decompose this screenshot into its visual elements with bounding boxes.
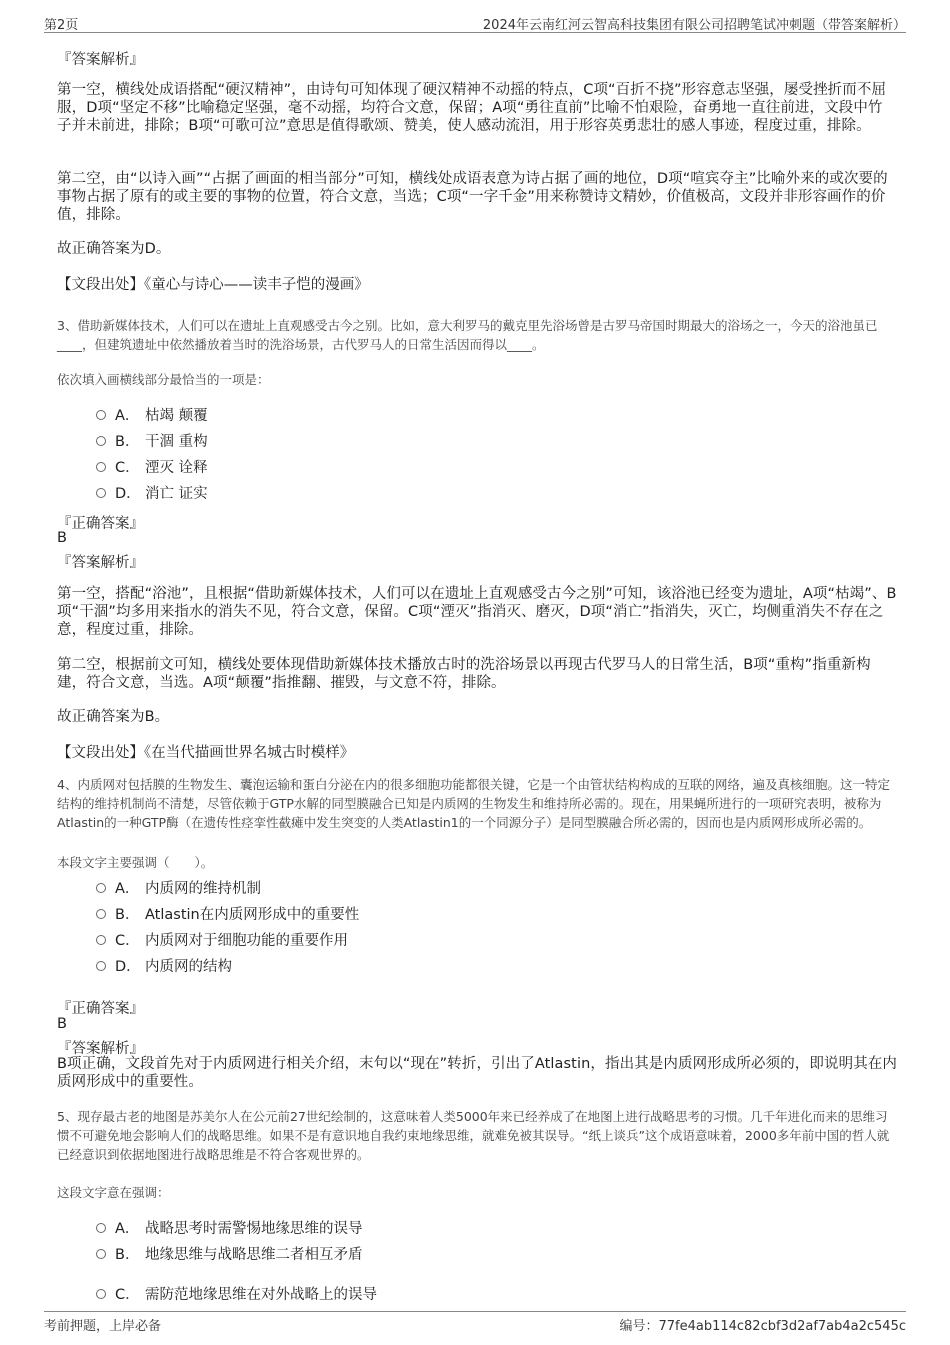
q3-option-a[interactable]: A． 枯竭 颠覆 (96, 404, 208, 426)
q2-analysis-para2: 第二空，由“以诗入画”“占据了画面的相当部分”可知，横线处成语表意为诗占据了画的地位，D项“喧宾夺主”比喻外来的或次要的事物占据了原有的或主要的事物的位置，符合文意，当选；C项“一字千金”用来称赞诗文精妙，价值极高，文段并非形容画作的价值，排除。 (57, 171, 888, 223)
q5-stem: 5、现存最古老的地图是苏美尔人在公元前27世纪绘制的，这意味着人类5000年来已经养成了在地图上进行战略思考的习惯。几千年进化而来的思维习惯不可避免地会影响人们的战略思维。如果不是有意识地自我约束地缘思维，就难免被其误导。“纸上谈兵”这个成语意味着，2000多年前中国的哲人就已经意识到依据地图进行战略思维是不符合客观世界的。 (57, 1109, 890, 1162)
q5-option-c[interactable]: C． 需防范地缘思维在对外战略上的误导 (96, 1283, 377, 1305)
q5-option-b[interactable]: B． 地缘思维与战略思维二者相互矛盾 (96, 1243, 363, 1265)
code-value: 77fe4ab114c82cbf3d2af7ab4a2c545c (658, 1319, 906, 1334)
q3-option-d[interactable]: D． 消亡 证实 (96, 482, 208, 504)
radio-icon[interactable] (96, 1223, 106, 1233)
q4-option-c[interactable]: C． 内质网对于细胞功能的重要作用 (96, 929, 348, 951)
q5-prompt: 这段文字意在强调： (57, 1185, 170, 1200)
radio-icon[interactable] (96, 909, 106, 919)
q4-analysis: B项正确，文段首先对于内质网进行相关介绍，末句以“现在”转折，引出了Atlastin，指出其是内质网形成所必须的，即说明其在内质网形成中的重要性。 (57, 1056, 897, 1090)
q3-source: 【文段出处】《在当代描画世界名城古时模样》 (57, 745, 355, 761)
q2-analysis-label: 『答案解析』 (57, 52, 144, 68)
q4-correct-label: 『正确答案』 (57, 1001, 144, 1017)
q3-conclusion: 故正确答案为B。 (57, 709, 170, 725)
footer-slogan: 考前押题，上岸必备 (44, 1319, 162, 1334)
radio-icon[interactable] (96, 935, 106, 945)
document-code (619, 1315, 906, 1334)
q2-analysis-para1: 第一空，横线处成语搭配“硬汉精神”，由诗句可知体现了硬汉精神不动摇的特点，C项“百折不挠”形容意志坚强，屡受挫折而不屈服，D项“坚定不移”比喻稳定坚强，毫不动摇，均符合文意，保留；A项“勇往直前”比喻不怕艰险，奋勇地一直往前进，文段中竹子并未前进，排除；B项“可歌可泣”意思是值得歌颂、赞美，使人感动流泪，用于形容英勇悲壮的感人事迹，程度过重，排除。 (57, 82, 887, 134)
q4-option-a[interactable]: A． 内质网的维持机制 (96, 877, 261, 899)
q3-option-c[interactable]: C． 湮灭 诠释 (96, 456, 208, 478)
radio-icon[interactable] (96, 436, 106, 446)
q3-option-b[interactable]: B． 干涸 重构 (96, 430, 208, 452)
q3-correct-label: 『正确答案』 (57, 516, 144, 532)
q3-correct-answer: B (57, 530, 67, 546)
q3-analysis-para2: 第二空，根据前文可知，横线处要体现借助新媒体技术播放古时的洗浴场景以再现古代罗马人的日常生活，B项“重构”指重新构建，符合文意，当选。A项“颠覆”指推翻、摧毁，与文意不符，排除。 (57, 657, 871, 691)
q3-prompt: 依次填入画横线部分最恰当的一项是： (57, 372, 270, 387)
q5-option-a[interactable]: A． 战略思考时需警惕地缘思维的误导 (96, 1217, 363, 1239)
radio-icon[interactable] (96, 1249, 106, 1259)
q3-analysis-para1: 第一空，搭配“浴池”，且根据“借助新媒体技术，人们可以在遗址上直观感受古今之别”可知，该浴池已经变为遗址，A项“枯竭”、B项“干涸”均多用来指水的消失不见，符合文意，保留。C项“湮灭”指消灭、磨灭，D项“消亡”指消失，灭亡，均侧重消失不存在之意，程度过重，排除。 (57, 586, 897, 638)
q2-conclusion: 故正确答案为D。 (57, 241, 171, 257)
page-header (44, 14, 906, 33)
q4-prompt: 本段文字主要强调（ ）。 (57, 855, 214, 870)
radio-icon[interactable] (96, 462, 106, 472)
q2-source: 【文段出处】《童心与诗心——读丰子恺的漫画》 (57, 277, 369, 293)
q3-stem: 3、借助新媒体技术，人们可以在遗址上直观感受古今之别。比如，意大利罗马的戴克里先浴场曾是古罗马帝国时期最大的浴场之一，今天的浴池虽已____，但建筑遗址中依然播放着当时的洗浴场景，古代罗马人的日常生活因而得以____。 (57, 318, 878, 352)
q4-analysis-label: 『答案解析』 (57, 1041, 144, 1057)
q4-option-d[interactable]: D． 内质网的结构 (96, 955, 232, 977)
radio-icon[interactable] (96, 961, 106, 971)
radio-icon[interactable] (96, 488, 106, 498)
radio-icon[interactable] (96, 410, 106, 420)
q4-stem: 4、内质网对包括膜的生物发生、囊泡运输和蛋白分泌在内的很多细胞功能都很关键，它是一个由管状结构构成的互联的网络，遍及真核细胞。这一特定结构的维持机制尚不清楚，尽管依赖于GTP水解的同型膜融合已知是内质网的生物发生和维持所必需的。现在，用果蝇所进行的一项研究表明，被称为Atlastin的一种GTP酶（在遗传性痉挛性截瘫中发生突变的人类Atlastin1的一个同源分子）是同型膜融合所必需的，因而也是内质网形成所必需的。 (57, 777, 890, 830)
q4-correct-answer: B (57, 1016, 67, 1032)
q4-option-b[interactable]: B． Atlastin在内质网形成中的重要性 (96, 903, 359, 925)
code-label: 编号： (619, 1319, 659, 1334)
radio-icon[interactable] (96, 883, 106, 893)
q3-analysis-label: 『答案解析』 (57, 555, 144, 571)
page-number: 第2页 (44, 18, 79, 33)
page-footer (44, 1311, 906, 1334)
document-title: 2024年云南红河云智高科技集团有限公司招聘笔试冲刺题（带答案解析） (482, 18, 906, 33)
radio-icon[interactable] (96, 1289, 106, 1299)
